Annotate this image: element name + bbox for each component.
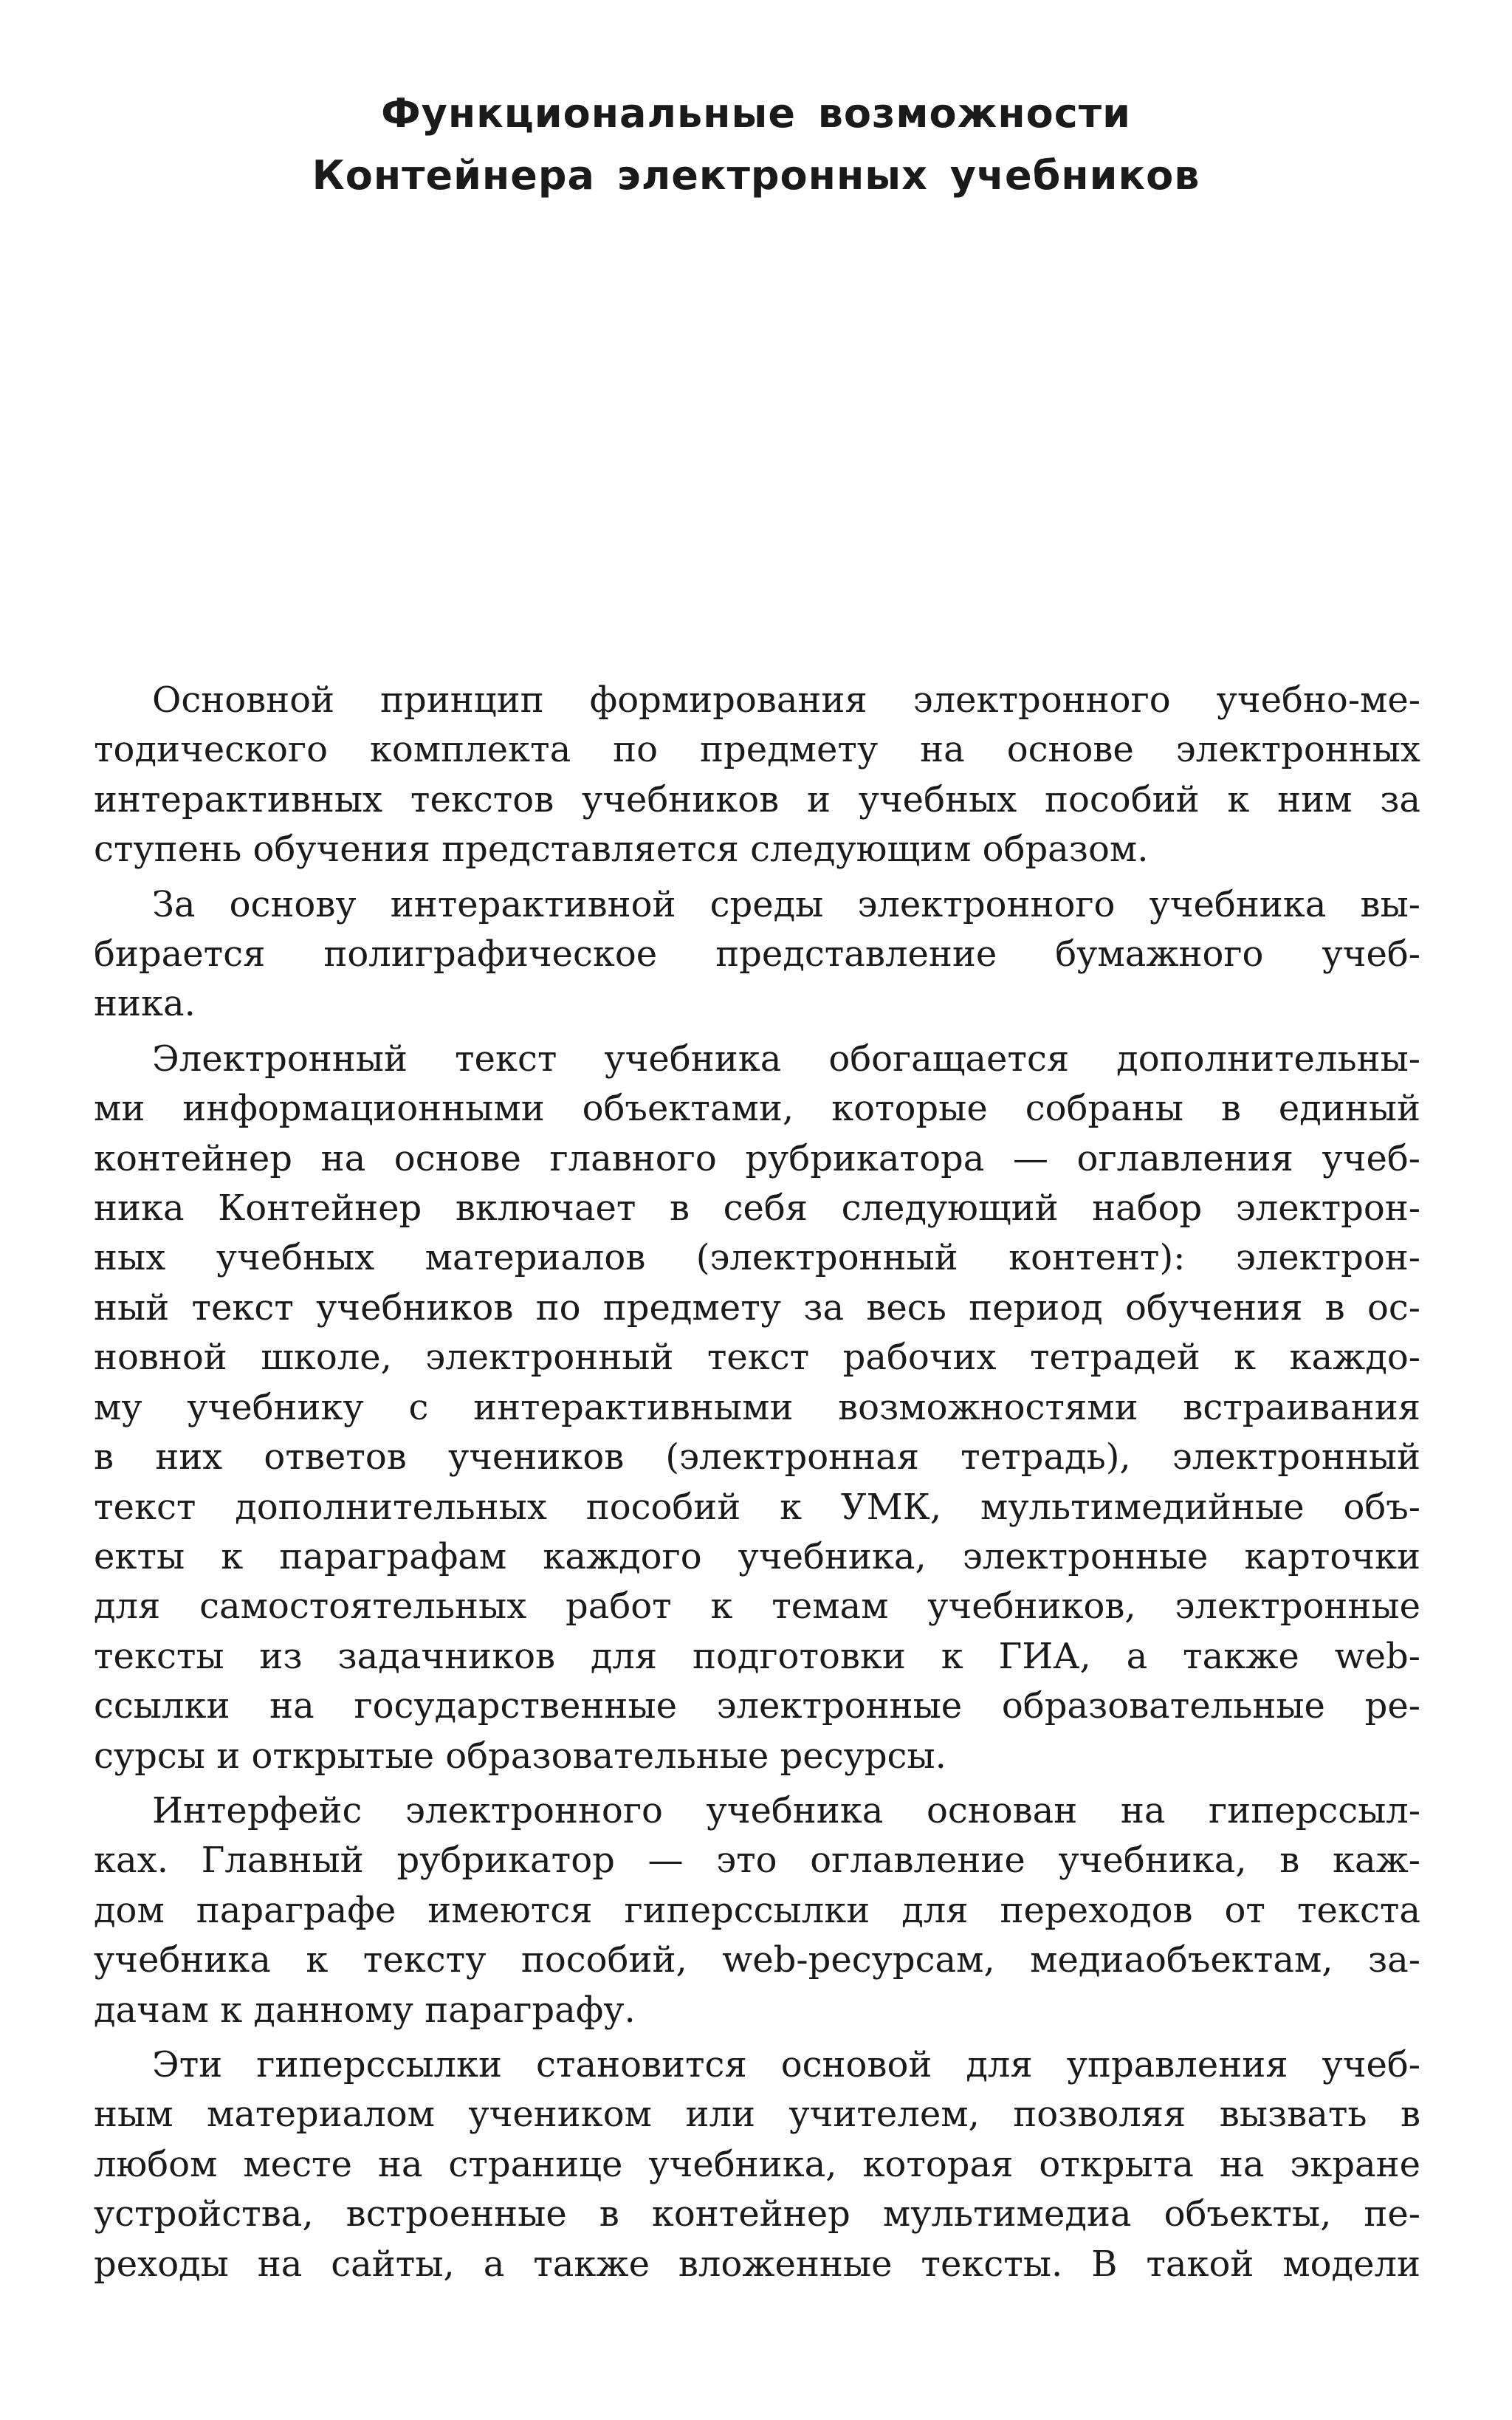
text-line: реходы на сайты, а также вложенные тексты. В такой модели [94,2243,1420,2285]
text-line: дачам к данному параграфу. [94,1989,636,2031]
page-title [0,83,1512,207]
text-line: ным материалом учеником или учителем, позволяя вызвать в [94,2094,1420,2136]
body-text [94,676,1420,2294]
text-line: Основной принцип формирования электронного учебно-ме- [152,679,1420,721]
text-line: для самостоятельных работ к темам учебников, электронные [94,1586,1420,1628]
text-line: ника Контейнер включает в себя следующий набор электрон- [94,1187,1420,1230]
page-title-line-1: Функциональные возможности [381,90,1131,137]
text-line: ссылки на государственные электронные образовательные ре- [94,1685,1420,1727]
text-line: ный текст учебников по предмету за весь период обучения в ос- [94,1286,1420,1329]
text-line: ника. [94,983,196,1025]
text-line: учебника к тексту пособий, web-ресурсам, медиаобъектам, за- [94,1939,1420,1981]
text-line: новной школе, электронный текст рабочих тетрадей к каждо- [94,1337,1420,1379]
paragraph [94,676,1420,875]
text-line: За основу интерактивной среды электронного учебника вы- [152,883,1420,925]
text-line: любом месте на странице учебника, которая открыта на экране [94,2143,1420,2185]
text-line: бирается полиграфическое представление бумажного учеб- [94,933,1420,976]
text-line: интерактивных текстов учебников и учебных пособий к ним за [94,778,1420,820]
paragraph [94,1035,1420,1781]
text-line: ках. Главный рубрикатор — это оглавление учебника, в каж- [94,1840,1420,1882]
text-line: сурсы и открытые образовательные ресурсы. [94,1735,946,1777]
text-line: екты к параграфам каждого учебника, электронные карточки [94,1535,1420,1577]
text-line: му учебнику с интерактивными возможностями встраивания [94,1386,1420,1428]
text-line: контейнер на основе главного рубрикатора — оглавления учеб- [94,1137,1420,1179]
text-line: Эти гиперссылки становится основой для управления учеб- [152,2043,1420,2085]
text-line: Электронный текст учебника обогащается дополнительны- [152,1038,1420,1080]
paragraph [94,1786,1420,2035]
text-line: устройства, встроенные в контейнер мультимедиа объекты, пе- [94,2193,1420,2235]
text-line: Интерфейс электронного учебника основан на гиперссыл- [152,1789,1420,1831]
paragraph [94,2040,1420,2289]
text-line: дом параграфе имеются гиперссылки для переходов от текста [94,1889,1420,1931]
text-line: тексты из задачников для подготовки к ГИА, а также web- [94,1635,1420,1677]
text-line: ми информационными объектами, которые собраны в единый [94,1088,1420,1130]
text-line: тодического комплекта по предмету на основе электронных [94,729,1420,771]
paragraph [94,880,1420,1029]
text-line: в них ответов учеников (электронная тетрадь), электронный [94,1436,1420,1478]
page-title-line-2: Контейнера электронных учебников [312,152,1200,199]
text-line: текст дополнительных пособий к УМК, мультимедийные объ- [94,1486,1420,1528]
text-line: ступень обучения представляется следующим образом. [94,829,1149,871]
text-line: ных учебных материалов (электронный контент): электрон- [94,1237,1420,1279]
